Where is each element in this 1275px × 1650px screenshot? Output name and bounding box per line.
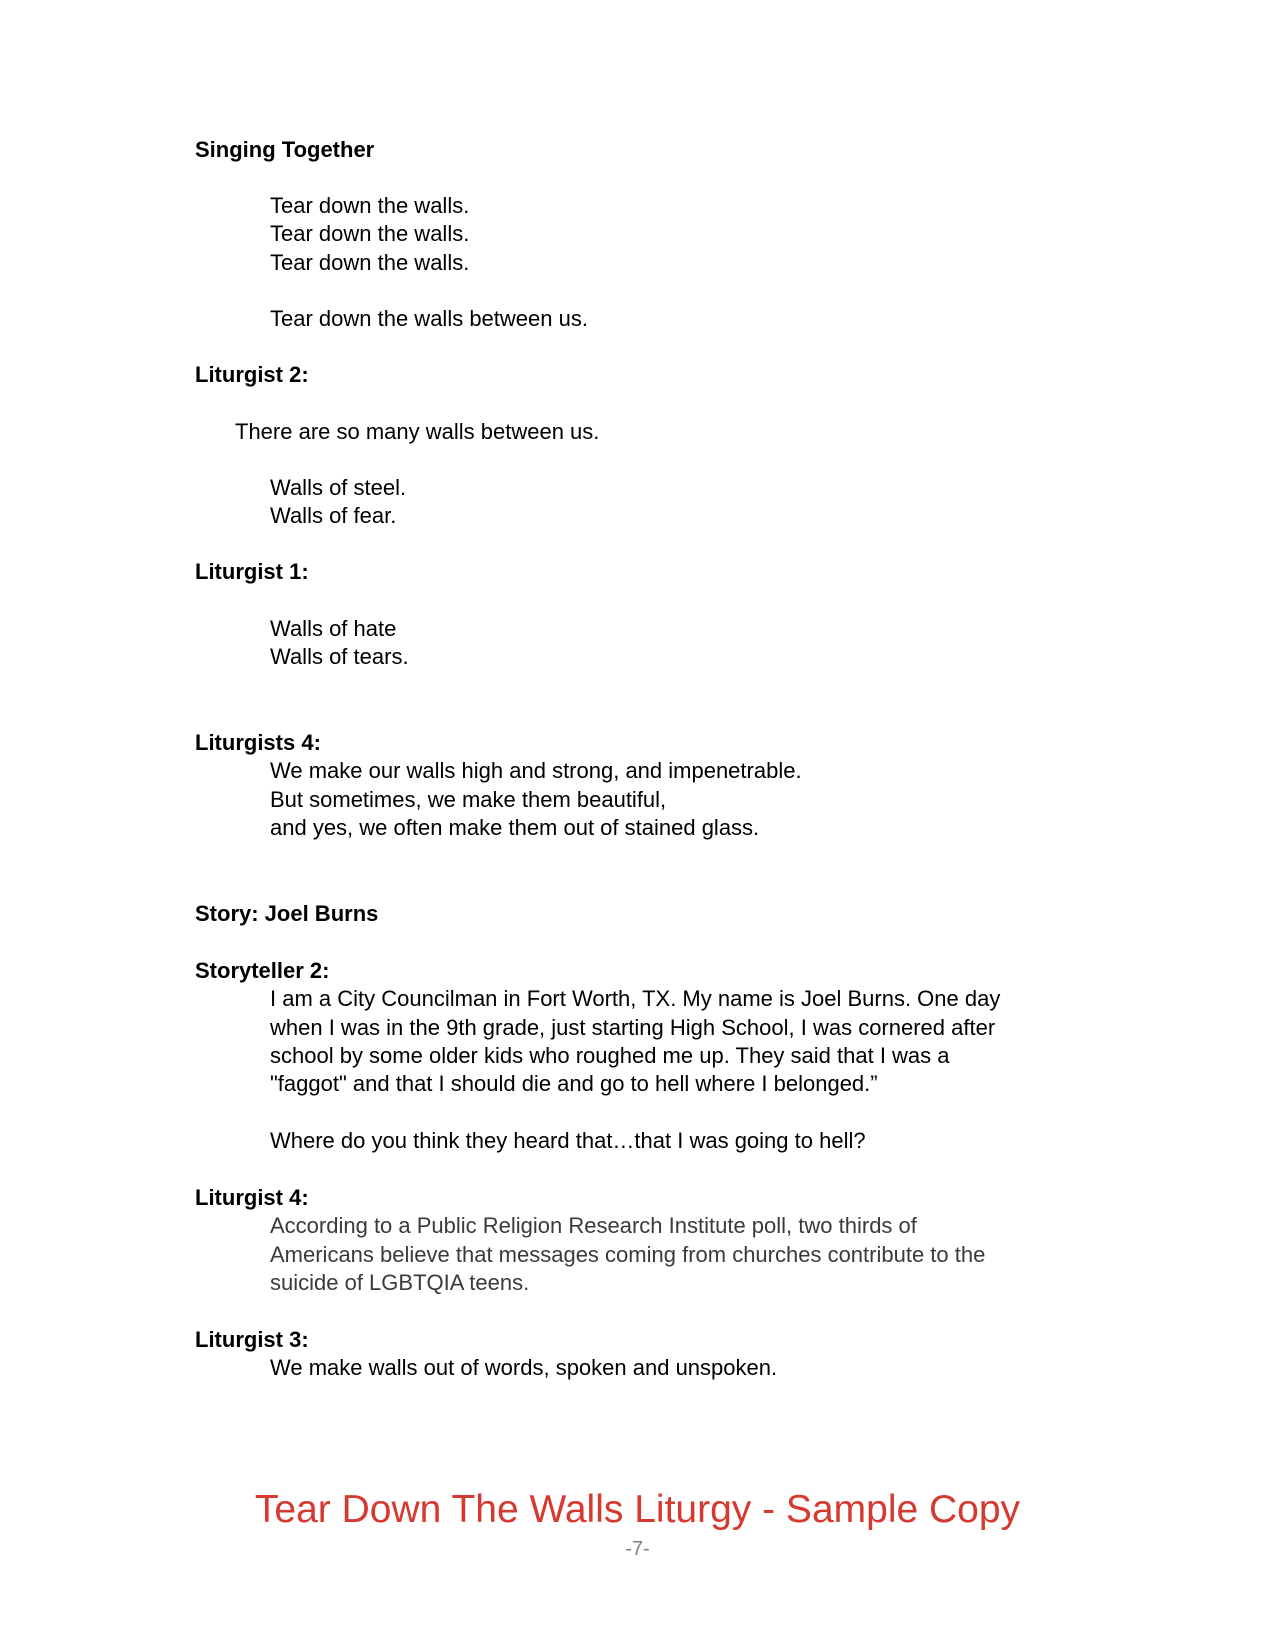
footer-sample-copy-title: Tear Down The Walls Liturgy - Sample Copy (254, 1488, 1021, 1531)
spoken-line: But sometimes, we make them beautiful, (270, 787, 667, 812)
lyric-line: Tear down the walls between us. (270, 306, 588, 331)
spoken-line: and yes, we often make them out of stained glass. (270, 815, 760, 840)
section-heading-storyteller-2: Storyteller 2: (195, 958, 330, 983)
story-line: "faggot" and that I should die and go to hell where I belonged.” (270, 1071, 878, 1096)
lyric-line: Tear down the walls. (270, 193, 470, 218)
section-heading-liturgist-4: Liturgist 4: (195, 1185, 309, 1210)
spoken-line: Walls of steel. (270, 475, 407, 500)
spoken-line: Walls of hate (270, 616, 397, 641)
story-line: school by some older kids who roughed me up. They said that I was a (270, 1043, 950, 1068)
quoted-statistic-line: Americans believe that messages coming from churches contribute to the (270, 1242, 986, 1267)
section-heading-liturgist-1: Liturgist 1: (195, 559, 309, 584)
quoted-statistic-line: suicide of LGBTQIA teens. (270, 1270, 530, 1295)
section-heading-liturgist-3: Liturgist 3: (195, 1327, 309, 1352)
spoken-line: We make our walls high and strong, and impenetrable. (270, 758, 802, 783)
lyric-line: Tear down the walls. (270, 221, 470, 246)
page-number: -7- (625, 1538, 650, 1560)
section-heading-singing-together: Singing Together (195, 137, 375, 162)
spoken-line: There are so many walls between us. (235, 419, 600, 444)
quoted-statistic-line: According to a Public Religion Research Institute poll, two thirds of (270, 1213, 917, 1238)
section-heading-liturgists-4: Liturgists 4: (195, 730, 321, 755)
spoken-line: Walls of fear. (270, 503, 397, 528)
section-heading-liturgist-2: Liturgist 2: (195, 362, 309, 387)
story-line: I am a City Councilman in Fort Worth, TX. My name is Joel Burns. One day (270, 986, 1001, 1011)
story-line: Where do you think they heard that…that I was going to hell? (270, 1128, 866, 1153)
section-heading-story: Story: Joel Burns (195, 901, 379, 926)
lyric-line: Tear down the walls. (270, 250, 470, 275)
spoken-line: We make walls out of words, spoken and unspoken. (270, 1355, 778, 1380)
spoken-line: Walls of tears. (270, 644, 409, 669)
story-line: when I was in the 9th grade, just starting High School, I was cornered after (270, 1015, 996, 1040)
